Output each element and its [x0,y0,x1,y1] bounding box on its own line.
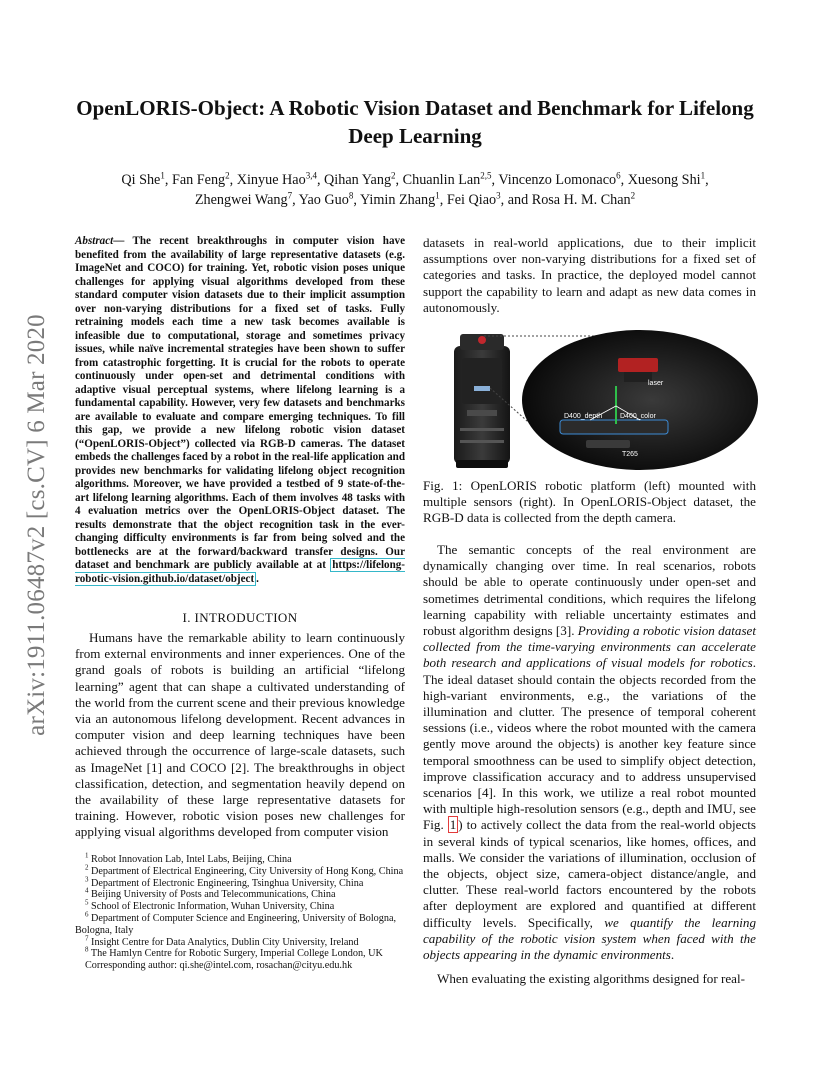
author: Qihan Yang [324,172,392,188]
dataset-link[interactable]: https://lifelong-robotic-vision.github.io/dataset/object [75,559,405,585]
footnote: $^3$ Department of Electronic Engineering, Tsinghua University, China [85,875,364,889]
author: Zhengwei Wang [194,192,288,208]
abstract-body: The recent breakthroughs in computer vision have benefited from the availability of large representative datasets (e.g. ImageNet and COCO) for training. Yet, robotic vision poses unique challenges for applying visual algorithms developed from these standard computer vision datasets due to their implicit assumption over non-varying distributions for a fixed set of tasks. Fully retraining models each time a new task becomes available is infeasible due to computational, storage and sometimes privacy issues, while naïve incremental strategies have been shown to suffer from catastrophic forgetting. It is crucial for the robots to operate continuously under open-set and detrimental conditions with adaptive visual perceptual systems, where lifelong learning is a fundamental capability. However, very few datasets and benchmarks are available to evaluate and compare emerging techniques. To fill this gap, we provide a new lifelong robotic vision dataset (“OpenLORIS-Object”) collected via RGB-D cameras. The dataset embeds the challenges faced by a robot in the real-life application and provides new benchmarks for validating lifelong object recognition algorithms. Moreover, we have provided a testbed of 9 state-of-the-art lifelong learning algorithms. Each of them involves 48 tasks with 4 evaluation metrics over the OpenLORIS-Object dataset. The results demonstrate that the object recognition task in the ever-changing difficulty environments is far from being solved and the bottlenecks are at the forward/backward transfer designs. Our dataset and benchmark are publicly available at at [75,235,405,571]
arxiv-sidebar [22,290,52,760]
figure-robot-platform [440,328,758,470]
sensor-closeup [522,330,758,470]
footnote: $^4$ Beijing University of Posts and Telecommunications, China [85,887,336,901]
footnote: $^5$ School of Electronic Information, Wuhan University, China [85,898,335,913]
author: Xinyue Hao [236,172,306,188]
author: Xuesong Shi [627,172,701,188]
footnote: $^8$ The Hamlyn Centre for Robotic Surgery, Imperial College London, UK [85,945,383,960]
author: Yao Guo [298,192,349,208]
semantic-concepts-paragraph: The semantic concepts of the real environment are dynamically changing over time. In real scenarios, robots should be able to operate continuously under open-set and sometimes detrimental conditions, which requires the lifelong learning capability with reliable uncertainty estimates and robust algorithm designs [3]. Providing a robotic vision dataset collected from the time-varying environments can accelerate both research and applications of visual models for robotics. The ideal dataset should contain the objects recorded from the high-variant environments, e.g., the variations of the illumination and clutter. The presence of temporal coherent sessions (i.e., videos where the robot mounted with the camera gently move around the objects) is another key feature since temporal smoothness can be used to simplify object detection, improve classification accuracy and to address unsupervised scenarios [4]. In this work, we utilize a real robot mounted with multiple high-resolution sensors (e.g., depth and IMU, see Fig. 1 ) to actively collect the data from the real-world objects in several kinds of typical scenarios, like homes, offices, and malls. We consider the variations of illumination, occlusion of the objects, object size, camera-object distance/angle, and clutter. These real-world factors encountered by the robots after deployment are explored and quantified at different difficulty levels. Specifically, we quantify the learning capability of the robotic vision system when faced with the objects appearing in the dynamic environments. [423,542,757,963]
author: Vincenzo Lomonaco [498,172,617,188]
abstract-end: . [256,572,259,585]
robot-body [454,334,510,468]
paper-title: OpenLORIS-Object: A Robotic Vision Dataset and Benchmark for Lifelong Deep Learning [76,96,754,148]
introduction-paragraph: Humans have the remarkable ability to learn continuously from external environments and inner experiences. One of the grand goals of robots is building an artificial “lifelong learning” agent that can shape a cultivated understanding of the world from the current scene and their previous knowledge via an autonomous lifelong development. Recent advances in computer vision and deep learning techniques have been achieved through the occurrence of large-scale datasets, such as ImageNet [1] and COCO [2]. The breakthroughs in object classification, detection, and segmentation heavily depend on the availability of these large representative datasets for training. However, robotic vision poses new challenges for applying visual algorithms developed from computer vision [75,630,405,840]
author: Qi She [121,172,161,188]
footnote: $^2$ Department of Electrical Engineering, City University of Hong Kong, China [85,863,404,877]
footnote: $^1$ Robot Innovation Lab, Intel Labs, Beijing, China [85,851,292,865]
footnote: $^6$ Department of Computer Science and Engineering, University of Bologna, Bologna, Italy [75,910,397,936]
label-d400-color: D400_color [620,413,656,420]
abstract-dash: — [113,235,133,247]
author: Chuanlin Lan [402,172,481,188]
footnote: $^7$ Insight Centre for Data Analytics, Dublin City University, Ireland [85,934,359,948]
label-t265: T265 [622,451,638,458]
affiliation-footnotes [75,851,405,972]
arxiv-identifier: arXiv:1911.06487v2 [cs.CV] 6 Mar 2020 [23,314,50,736]
abstract-label: Abstract [75,235,114,247]
author-line-2: Zhengwei Wang$^7$, Yao Guo$^8$, Yimin Zhang$^1$, Fei Qiao$^3$, and Rosa H. M. Chan$^2$ [194,190,636,208]
section-heading-introduction: I. INTRODUCTION [182,610,298,625]
figure-reference-link[interactable]: 1 [449,817,457,833]
right-column-body [423,542,756,987]
author: Fan Feng [171,172,226,188]
right-column-intro-continuation: datasets in real-world applications, due to their implicit assumptions over non-varying distributions for a fixed set of categories and tasks. In practice, the deployed model cannot support the capability to learn and adapt as new data comes in autonomously. [423,235,756,315]
abstract [75,235,405,586]
corresponding-author: Corresponding author: qi.she@intel.com, rosachan@cityu.edu.hk [85,960,353,972]
figure-caption: Fig. 1: OpenLORIS robotic platform (left) mounted with multiple sensors (right). In OpenLORIS-Object dataset, the RGB-D data is collected from the depth camera. [423,478,756,526]
author-list [70,170,760,210]
emphasis-text: we quantify the learning capability of the robotic vision system when faced with the objects appearing in the dynamic environments [423,914,756,963]
robot-figure-illustration [440,328,758,470]
author-line-1: Qi She$^1$, Fan Feng$^2$, Xinyue Hao$^{3,4}$, Qihan Yang$^2$, Chuanlin Lan$^{2,5}$, Vincenzo Lomonaco$^6$, Xuesong Shi$^1$, [121,170,709,188]
label-d400-depth: D400_depth [564,413,603,420]
label-laser: laser [648,380,664,387]
emphasis-text: Providing a robotic vision dataset collected from the time-varying environments can accelerate both research and applications of visual models for robotics [423,623,756,671]
author: Rosa H. M. Chan [531,192,631,208]
author: Fei Qiao [446,192,497,208]
evaluation-paragraph: When evaluating the existing algorithms designed for real- [437,971,745,987]
author: Yimin Zhang [359,192,436,208]
